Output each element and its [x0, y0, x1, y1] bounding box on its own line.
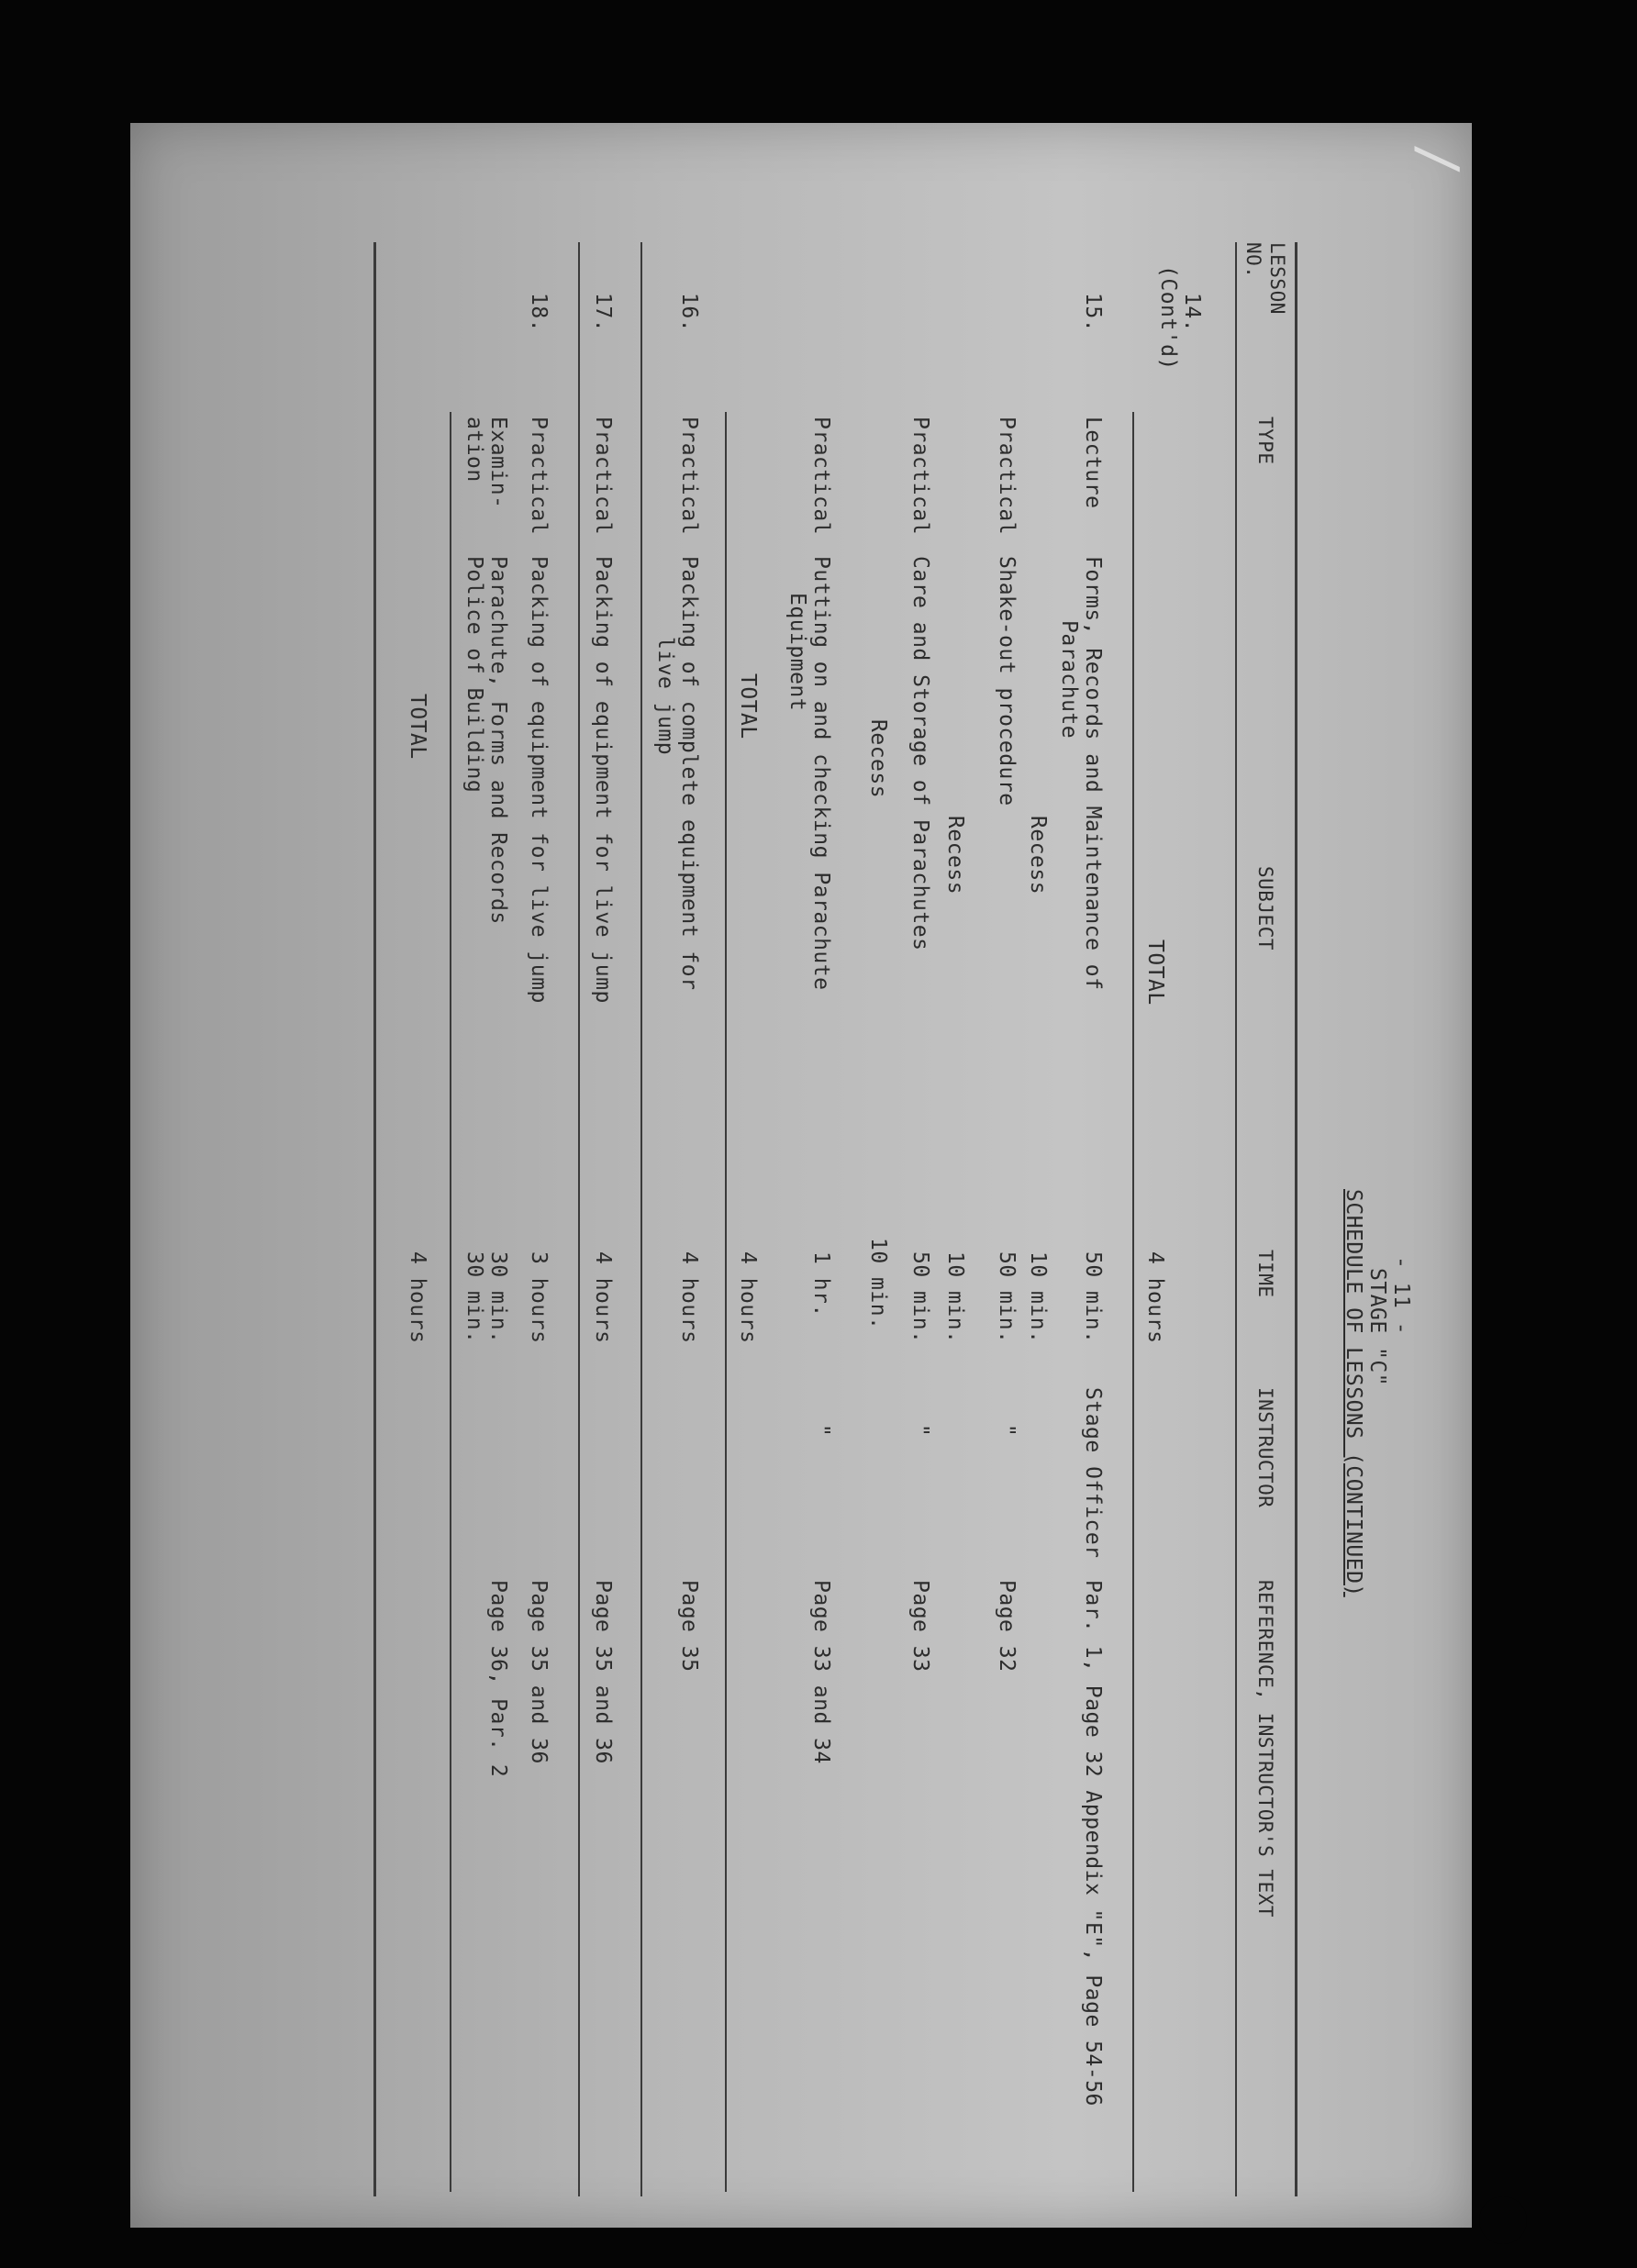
recess-time: 10 min. — [1026, 1251, 1050, 1344]
col-type-header: TYPE — [1254, 417, 1276, 465]
lesson-reference: Page 36, Par. 2 — [486, 1580, 510, 1778]
lesson-reference: Page 32 — [995, 1580, 1019, 1673]
lesson-subject: Packing of complete equipment for — [677, 556, 701, 991]
lesson-number-cont: (Cont'd) — [1156, 265, 1180, 371]
total-label: TOTAL — [1143, 939, 1167, 1006]
section-rule — [640, 242, 642, 2196]
col-reference-header: REFERENCE, INSTRUCTOR'S TEXT — [1254, 1580, 1276, 1918]
lesson-subject: Packing of equipment for live jump — [527, 556, 551, 1004]
ditto-mark: " — [995, 1424, 1019, 1438]
lesson-type: Examin- — [486, 417, 510, 509]
lesson-type: Practical — [908, 417, 932, 536]
lesson-type: Lecture — [1081, 417, 1105, 509]
lesson-number: 17. — [591, 293, 615, 333]
punch-hole — [1479, 2196, 1527, 2244]
lesson-time-line2: 30 min. — [462, 1251, 486, 1344]
lesson-time: 1 hr. — [809, 1251, 833, 1317]
lesson-number: 16. — [677, 293, 701, 333]
recess-label: Recess — [1026, 816, 1050, 895]
document-page — [130, 123, 1472, 2228]
rotated-content — [130, 123, 1472, 2228]
total-label: TOTAL — [406, 694, 429, 760]
lesson-time: 4 hours — [677, 1251, 701, 1344]
lesson-time: 50 min. — [908, 1251, 932, 1344]
lesson-subject-line2: Parachute — [1057, 620, 1081, 739]
lesson-type: Practical — [677, 417, 701, 536]
lesson-subject: Parachute, Forms and Records — [486, 556, 510, 925]
lesson-type: Practical — [591, 417, 615, 536]
lesson-reference: Page 35 and 36 — [591, 1580, 615, 1764]
lesson-subject: Putting on and checking Parachute — [809, 556, 833, 991]
col-lesson-header-2: NO. — [1242, 242, 1264, 279]
lesson-time: 3 hours — [527, 1251, 551, 1344]
lesson-time: 4 hours — [591, 1251, 615, 1344]
recess-time: 10 min. — [866, 1238, 890, 1330]
lesson-type: Practical — [995, 417, 1019, 536]
section-rule — [1132, 412, 1134, 2192]
header-top-rule — [1295, 242, 1297, 2196]
section-rule — [578, 242, 580, 2196]
recess-label: Recess — [866, 719, 890, 799]
lesson-instructor: Stage Officer — [1081, 1387, 1105, 1559]
lesson-time: 50 min. — [995, 1251, 1019, 1344]
lesson-time: 50 min. — [1081, 1251, 1105, 1344]
col-subject-header: SUBJECT — [1254, 866, 1276, 951]
lesson-type: Practical — [809, 417, 833, 536]
pen-mark-icon: / — [1406, 143, 1470, 177]
total-time: 4 hours — [1143, 1251, 1167, 1344]
lesson-reference: Par. 1, Page 32 Appendix "E", Page 54-56 — [1081, 1580, 1105, 2107]
lesson-reference: Page 35 — [677, 1580, 701, 1673]
header-bottom-rule — [1235, 242, 1237, 2196]
lesson-reference: Page 33 — [908, 1580, 932, 1673]
lesson-number: 15. — [1081, 293, 1105, 333]
ditto-mark: " — [908, 1424, 932, 1438]
lesson-subject: Forms, Records and Maintenance of — [1081, 556, 1105, 991]
recess-time: 10 min. — [943, 1251, 967, 1344]
lesson-subject: Care and Storage of Parachutes — [908, 556, 932, 951]
recess-label: Recess — [943, 816, 967, 895]
lesson-reference: Page 33 and 34 — [809, 1580, 833, 1764]
lesson-number: 18. — [527, 293, 551, 333]
lesson-subject-line2: Equipment — [785, 593, 809, 712]
lesson-reference: Page 35 and 36 — [527, 1580, 551, 1764]
lesson-type: Practical — [527, 417, 551, 536]
col-lesson-header-1: LESSON — [1266, 242, 1288, 315]
lesson-subject-line2: Police of Building — [462, 556, 486, 794]
total-label: TOTAL — [736, 673, 760, 739]
total-time: 4 hours — [736, 1251, 760, 1344]
section-rule — [450, 412, 451, 2192]
col-instructor-header: INSTRUCTOR — [1254, 1387, 1276, 1508]
lesson-subject-line2: live jump — [653, 637, 677, 756]
section-rule — [725, 412, 727, 2192]
lesson-number: 14. — [1180, 293, 1204, 333]
lesson-type-line2: ation — [462, 417, 486, 483]
ditto-mark: " — [809, 1424, 833, 1438]
lesson-subject: Shake-out procedure — [995, 556, 1019, 806]
stage-title: STAGE "C" — [1365, 1268, 1389, 1387]
col-time-header: TIME — [1254, 1250, 1276, 1298]
page-number: - 11 - — [1389, 1256, 1413, 1336]
table-bottom-rule — [373, 242, 376, 2196]
lesson-subject: Packing of equipment for live jump — [591, 556, 615, 1004]
schedule-title: SCHEDULE OF LESSONS (CONTINUED) — [1342, 1189, 1365, 1597]
total-time: 4 hours — [406, 1251, 429, 1344]
lesson-time: 30 min. — [486, 1251, 510, 1344]
